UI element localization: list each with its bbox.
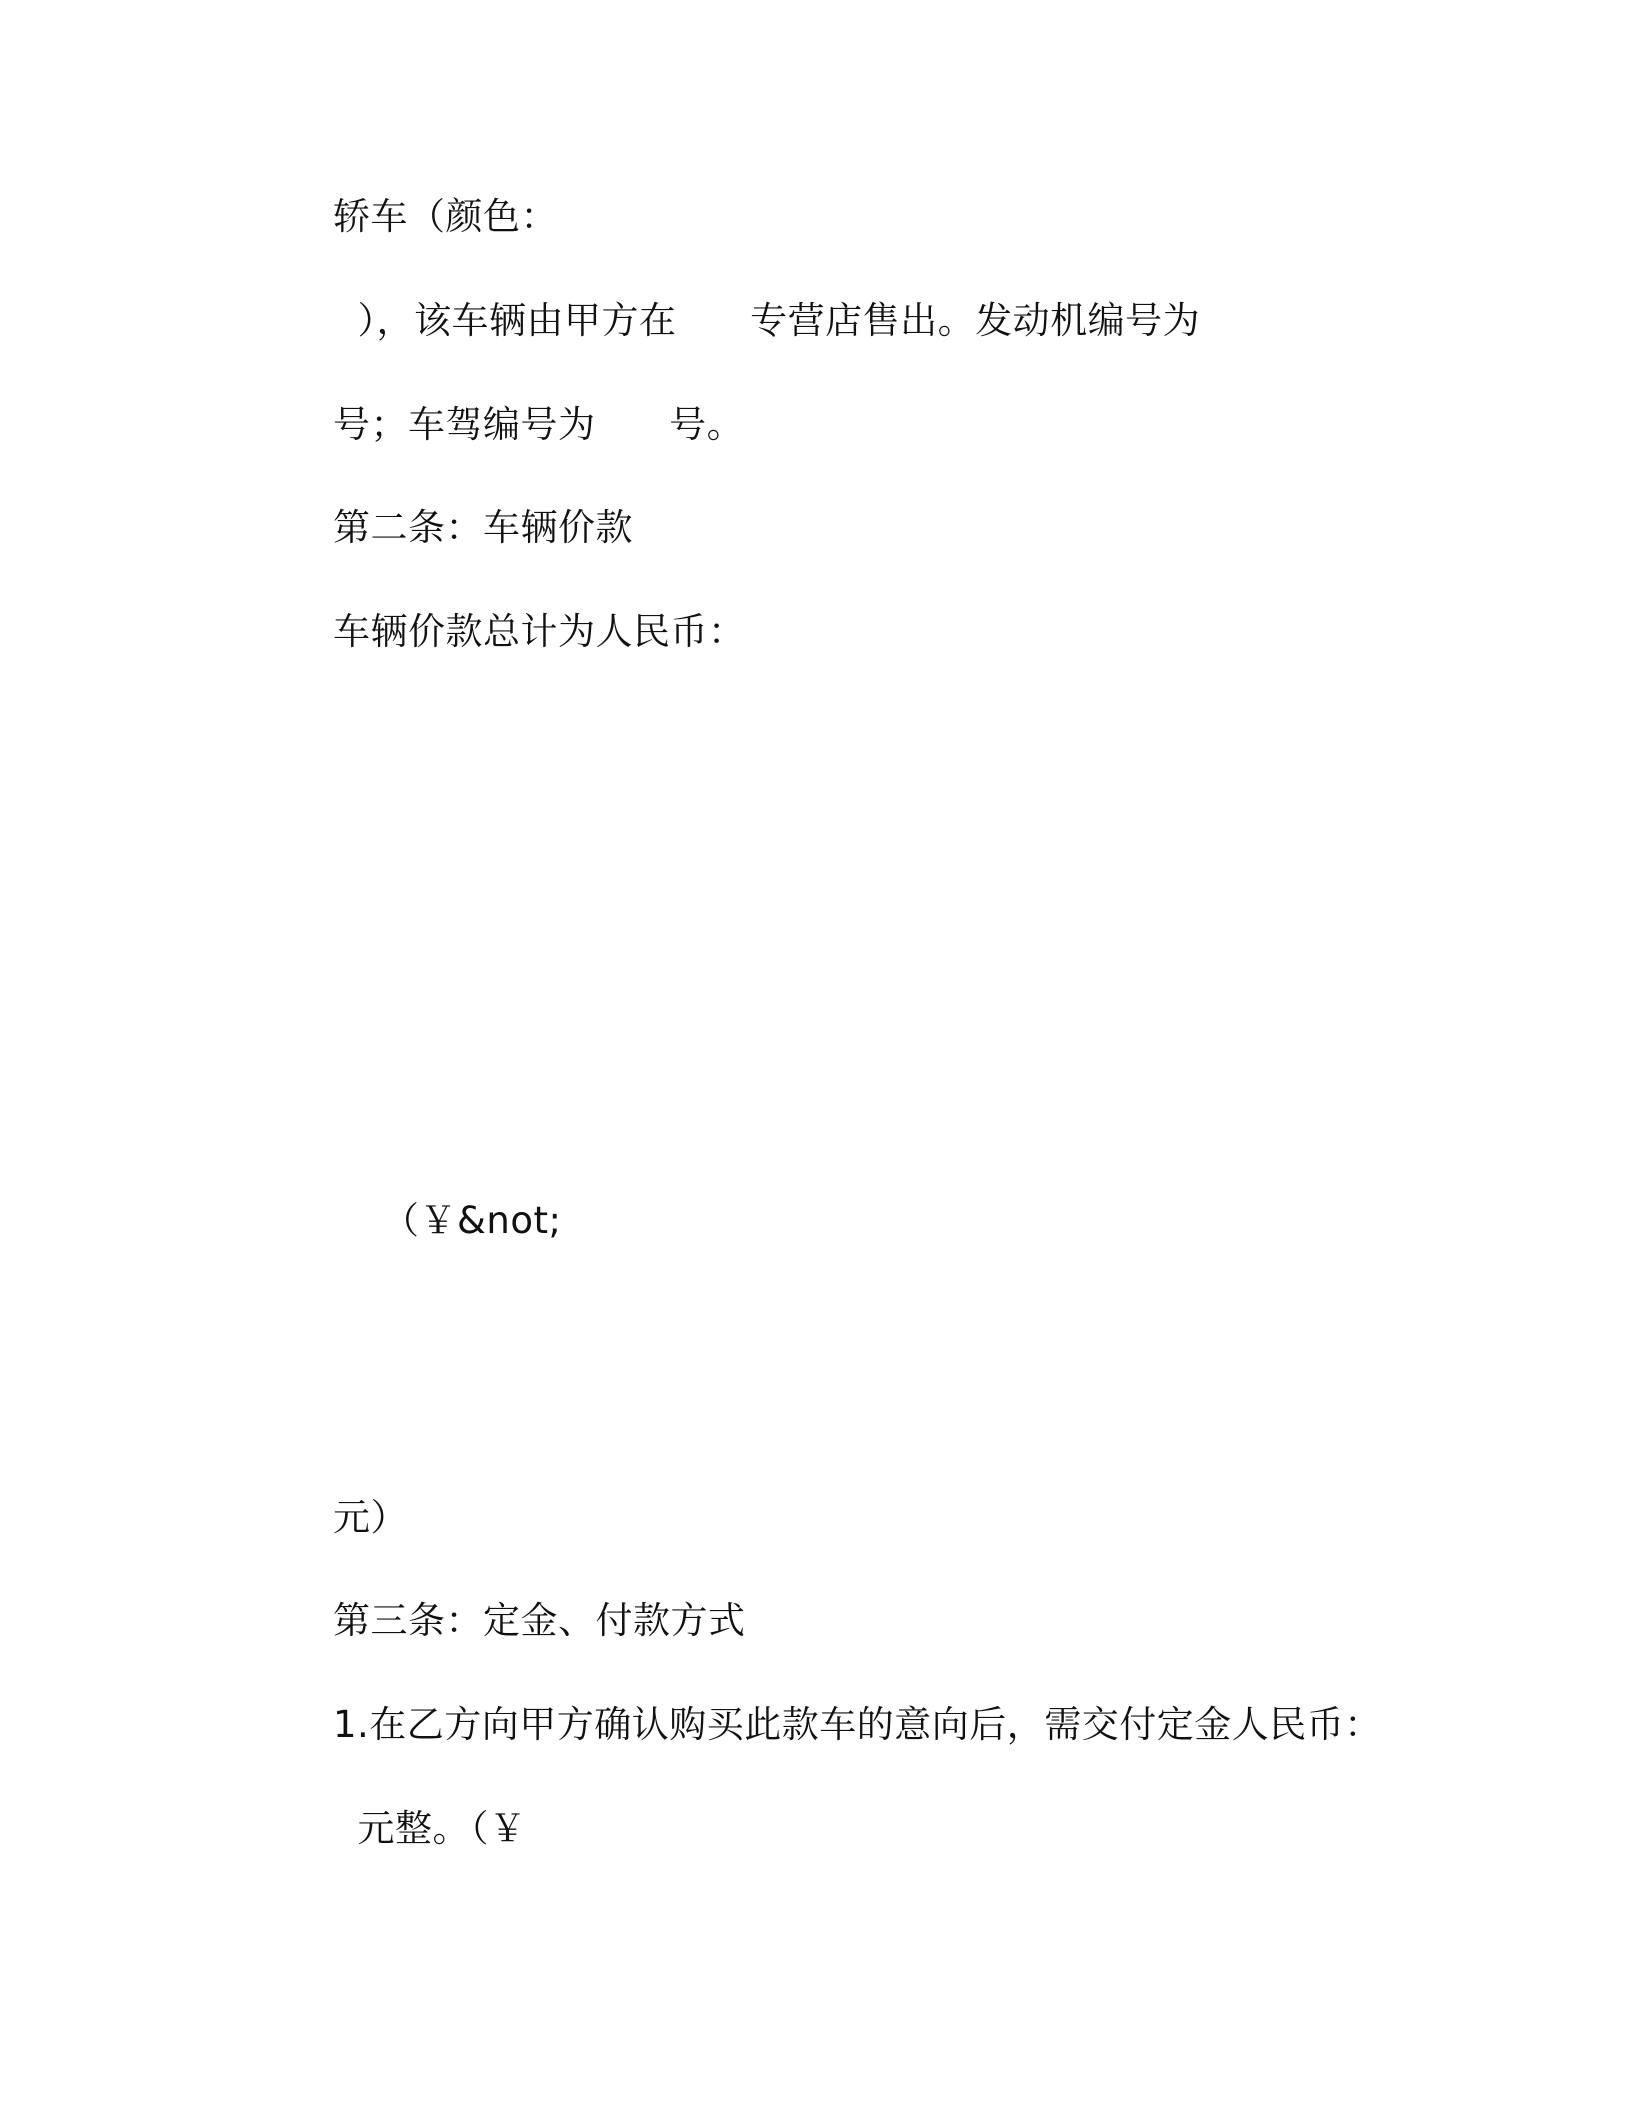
deposit-amount-line: 元整。（￥ — [333, 1807, 527, 1850]
price-yuan-symbol-line: （￥&not; — [333, 1199, 562, 1242]
vehicle-color-line: 轿车（颜色： — [333, 195, 558, 238]
deposit-clause-line: 1.在乙方向甲方确认购买此款车的意向后，需交付定金人民币： — [333, 1703, 1382, 1746]
dealer-engine-number-line: ），该车辆由甲方在 专营店售出。发动机编号为 — [333, 299, 1201, 342]
article-three-heading: 第三条：定金、付款方式 — [333, 1599, 746, 1642]
article-two-heading: 第二条：车辆价款 — [333, 506, 633, 549]
price-unit-line: 元） — [333, 1496, 408, 1539]
vin-number-line: 号；车驾编号为 号。 — [333, 403, 745, 446]
total-price-line: 车辆价款总计为人民币： — [333, 610, 746, 653]
